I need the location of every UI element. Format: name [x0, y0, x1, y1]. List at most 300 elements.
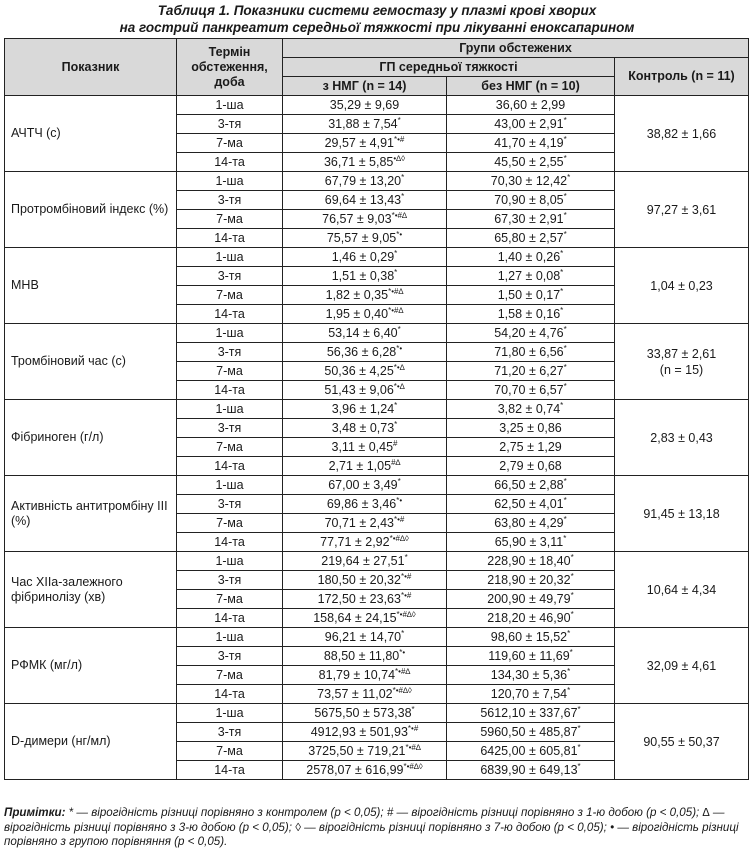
- value-text: 53,14 ± 6,40: [328, 326, 398, 340]
- value-text: 70,90 ± 8,05: [494, 193, 564, 207]
- significance-mark: *•#∆: [388, 305, 404, 315]
- significance-mark: *: [394, 267, 398, 277]
- value-without-nmg: [447, 590, 615, 609]
- table-caption: [0, 0, 754, 38]
- value-without-nmg: [447, 742, 615, 761]
- value-text: 5675,50 ± 573,38: [314, 706, 412, 720]
- value-without-nmg: [447, 400, 615, 419]
- significance-mark: *: [394, 400, 398, 410]
- value-text: 3,11 ± 0,45: [331, 440, 394, 454]
- value-without-nmg: [447, 191, 615, 210]
- control-value-text: 97,27 ± 3,61: [646, 202, 717, 217]
- value-with-nmg: [283, 153, 447, 172]
- significance-mark: *: [570, 552, 574, 562]
- significance-mark: *: [567, 666, 571, 676]
- value-text: 36,71 ± 5,85: [323, 155, 394, 169]
- value-without-nmg: [447, 457, 615, 476]
- table-row: [5, 476, 749, 495]
- value-text: 35,29 ± 9,69: [329, 98, 400, 112]
- value-with-nmg: [283, 476, 447, 495]
- value-text: 50,36 ± 4,25: [324, 364, 394, 378]
- value-text: 41,70 ± 4,19: [494, 136, 564, 150]
- significance-mark: *: [567, 172, 571, 182]
- significance-mark: *: [577, 704, 581, 714]
- control-value: [615, 96, 749, 172]
- table-row: [5, 628, 749, 647]
- value-without-nmg: [447, 343, 615, 362]
- value-text: 119,60 ± 11,69: [488, 649, 570, 663]
- value-text: 3725,50 ± 719,21: [308, 744, 406, 758]
- value-text: 29,57 ± 4,91: [324, 136, 395, 150]
- value-without-nmg: [447, 286, 615, 305]
- value-with-nmg: [283, 552, 447, 571]
- significance-mark: *: [397, 115, 401, 125]
- value-text: 77,71 ± 2,92: [320, 535, 390, 549]
- term-day: 3-тя: [177, 191, 283, 210]
- hemostasis-table: [4, 38, 749, 780]
- value-with-nmg: [283, 267, 447, 286]
- value-text: 69,64 ± 13,43: [324, 193, 402, 207]
- significance-mark: *: [563, 495, 567, 505]
- notes-label: Примітки:: [4, 806, 66, 819]
- value-without-nmg: [447, 571, 615, 590]
- term-day: 3-тя: [177, 419, 283, 438]
- term-day: 1-ша: [177, 172, 283, 191]
- term-day: 14-та: [177, 229, 283, 248]
- value-text: 1,27 ± 0,08: [497, 269, 561, 283]
- significance-mark: *: [401, 628, 405, 638]
- significance-mark: *•#∆◊: [396, 609, 416, 619]
- value-text: 218,90 ± 20,32: [487, 573, 571, 587]
- value-text: 228,90 ± 18,40: [487, 554, 571, 568]
- value-without-nmg: [447, 628, 615, 647]
- significance-mark: *: [394, 419, 398, 429]
- value-text: 67,00 ± 3,49: [328, 478, 398, 492]
- value-with-nmg: [283, 210, 447, 229]
- term-day: 14-та: [177, 533, 283, 552]
- term-day: 7-ма: [177, 286, 283, 305]
- indicator-name: Протромбіновий індекс (%): [5, 172, 177, 248]
- value-text: 1,58 ± 0,16: [497, 307, 561, 321]
- control-note: (n = 15): [659, 362, 704, 377]
- control-value: [615, 400, 749, 476]
- control-value: [615, 628, 749, 704]
- control-value-text: 91,45 ± 13,18: [643, 506, 720, 521]
- value-text: 69,86 ± 3,46: [326, 497, 397, 511]
- term-day: 1-ша: [177, 552, 283, 571]
- control-value: [615, 704, 749, 780]
- significance-mark: *: [411, 704, 415, 714]
- value-text: 36,60 ± 2,99: [495, 98, 566, 112]
- indicator-name: D-димери (нг/мл): [5, 704, 177, 780]
- value-text: 2578,07 ± 616,99: [306, 763, 404, 777]
- value-with-nmg: [283, 628, 447, 647]
- value-text: 2,71 ± 1,05: [328, 459, 392, 473]
- control-value-text: 33,87 ± 2,61: [646, 346, 717, 361]
- table-body: [5, 96, 749, 780]
- table-row: [5, 172, 749, 191]
- value-with-nmg: [283, 343, 447, 362]
- value-without-nmg: [447, 115, 615, 134]
- significance-mark: *: [563, 153, 567, 163]
- value-with-nmg: [283, 419, 447, 438]
- significance-mark: *: [577, 723, 581, 733]
- significance-mark: *: [401, 172, 405, 182]
- value-with-nmg: [283, 742, 447, 761]
- value-text: 1,46 ± 0,29: [331, 250, 395, 264]
- significance-mark: *•#: [394, 514, 405, 524]
- term-day: 1-ша: [177, 400, 283, 419]
- value-text: 45,50 ± 2,55: [494, 155, 564, 169]
- control-value: [615, 552, 749, 628]
- table-row: [5, 324, 749, 343]
- value-text: 70,71 ± 2,43: [324, 516, 395, 530]
- value-text: 70,30 ± 12,42: [490, 174, 568, 188]
- indicator-name: МНВ: [5, 248, 177, 324]
- value-without-nmg: [447, 305, 615, 324]
- value-text: 98,60 ± 15,52: [490, 630, 568, 644]
- value-text: 2,75 ± 1,29: [499, 440, 562, 454]
- significance-mark: *•#∆: [388, 286, 404, 296]
- value-without-nmg: [447, 248, 615, 267]
- significance-mark: *: [560, 400, 564, 410]
- significance-mark: *: [569, 647, 573, 657]
- value-with-nmg: [283, 229, 447, 248]
- value-text: 75,57 ± 9,05: [326, 231, 397, 245]
- value-with-nmg: [283, 571, 447, 590]
- table-row: [5, 704, 749, 723]
- significance-mark: *•: [396, 229, 403, 239]
- significance-mark: *: [577, 761, 581, 771]
- value-text: 66,50 ± 2,88: [494, 478, 564, 492]
- value-text: 3,82 ± 0,74: [497, 402, 561, 416]
- value-without-nmg: [447, 153, 615, 172]
- value-with-nmg: [283, 609, 447, 628]
- significance-mark: *: [563, 134, 567, 144]
- value-without-nmg: [447, 704, 615, 723]
- indicator-name: Активність антитромбіну III (%): [5, 476, 177, 552]
- value-with-nmg: [283, 191, 447, 210]
- table-notes: [4, 806, 748, 850]
- value-with-nmg: [283, 305, 447, 324]
- value-text: 158,64 ± 24,15: [313, 611, 397, 625]
- significance-mark: *: [567, 628, 571, 638]
- notes-text: * — вірогідність різниці порівняно з контролем (р < 0,05); # — вірогідність різниці порівняно з 1-ю добою (р < 0,05); ∆ — вірогідність різниці порівняно з 3-ю добою (р < 0,05); ◊ — вірогідність різниці порівняно з 7-ю добою (р < 0,05); • — вірогідність різниці порівняно з групою порівняння (р < 0,05).: [4, 806, 739, 848]
- control-value: [615, 172, 749, 248]
- value-with-nmg: [283, 96, 447, 115]
- value-text: 6425,00 ± 605,81: [480, 744, 578, 758]
- control-value-text: 32,09 ± 4,61: [646, 658, 717, 673]
- value-without-nmg: [447, 514, 615, 533]
- term-day: 3-тя: [177, 647, 283, 666]
- value-with-nmg: [283, 590, 447, 609]
- significance-mark: *: [401, 191, 405, 201]
- value-without-nmg: [447, 666, 615, 685]
- control-value-text: 1,04 ± 0,23: [650, 278, 713, 293]
- value-with-nmg: [283, 381, 447, 400]
- value-with-nmg: [283, 400, 447, 419]
- significance-mark: *: [563, 381, 567, 391]
- significance-mark: *: [560, 286, 564, 296]
- value-text: 1,50 ± 0,17: [497, 288, 561, 302]
- significance-mark: *•∆: [393, 381, 405, 391]
- significance-mark: *: [570, 571, 574, 581]
- term-day: 14-та: [177, 305, 283, 324]
- value-text: 218,20 ± 46,90: [487, 611, 571, 625]
- value-text: 1,40 ± 0,26: [497, 250, 561, 264]
- significance-mark: *: [567, 685, 571, 695]
- value-text: 62,50 ± 4,01: [494, 497, 564, 511]
- term-day: 1-ша: [177, 628, 283, 647]
- significance-mark: *: [397, 476, 401, 486]
- term-day: 3-тя: [177, 571, 283, 590]
- table-header: [5, 39, 749, 96]
- value-text: 120,70 ± 7,54: [490, 687, 568, 701]
- value-without-nmg: [447, 533, 615, 552]
- significance-mark: *•: [396, 343, 403, 353]
- value-without-nmg: [447, 647, 615, 666]
- value-with-nmg: [283, 362, 447, 381]
- value-text: 96,21 ± 14,70: [324, 630, 402, 644]
- term-day: 3-тя: [177, 343, 283, 362]
- value-with-nmg: [283, 172, 447, 191]
- term-day: 1-ша: [177, 96, 283, 115]
- significance-mark: #: [393, 438, 398, 448]
- value-without-nmg: [447, 229, 615, 248]
- indicator-name: АЧТЧ (с): [5, 96, 177, 172]
- value-text: 71,20 ± 6,27: [494, 364, 564, 378]
- term-day: 7-ма: [177, 134, 283, 153]
- term-day: 7-ма: [177, 666, 283, 685]
- control-value-text: 38,82 ± 1,66: [646, 126, 717, 141]
- value-without-nmg: [447, 381, 615, 400]
- value-text: 1,51 ± 0,38: [331, 269, 395, 283]
- value-without-nmg: [447, 552, 615, 571]
- significance-mark: *: [563, 191, 567, 201]
- table-row: [5, 400, 749, 419]
- value-with-nmg: [283, 324, 447, 343]
- value-text: 76,57 ± 9,03: [322, 212, 392, 226]
- significance-mark: •∆◊: [393, 153, 406, 163]
- value-without-nmg: [447, 210, 615, 229]
- significance-mark: *•#∆◊: [389, 533, 409, 543]
- significance-mark: *•#∆: [395, 666, 411, 676]
- value-text: 73,57 ± 11,02: [317, 687, 393, 701]
- term-day: 1-ша: [177, 704, 283, 723]
- value-text: 65,80 ± 2,57: [494, 231, 564, 245]
- value-text: 65,90 ± 3,11: [494, 535, 564, 549]
- term-day: 7-ма: [177, 742, 283, 761]
- value-text: 43,00 ± 2,91: [494, 117, 564, 131]
- value-with-nmg: [283, 457, 447, 476]
- significance-mark: *•: [399, 647, 406, 657]
- term-day: 3-тя: [177, 115, 283, 134]
- value-text: 5960,50 ± 485,87: [480, 725, 578, 739]
- significance-mark: #∆: [391, 457, 401, 467]
- value-text: 88,50 ± 11,80: [323, 649, 400, 663]
- significance-mark: *: [560, 248, 564, 258]
- value-with-nmg: [283, 286, 447, 305]
- significance-mark: *: [563, 324, 567, 334]
- value-text: 5612,10 ± 337,67: [480, 706, 578, 720]
- term-day: 14-та: [177, 457, 283, 476]
- value-text: 31,88 ± 7,54: [328, 117, 398, 131]
- indicator-name: РФМК (мг/л): [5, 628, 177, 704]
- value-without-nmg: [447, 419, 615, 438]
- term-day: 14-та: [177, 153, 283, 172]
- value-text: 6839,90 ± 649,13: [480, 763, 578, 777]
- value-with-nmg: [283, 533, 447, 552]
- value-text: 51,43 ± 9,06: [324, 383, 394, 397]
- value-text: 4912,93 ± 501,93: [310, 725, 408, 739]
- term-day: 14-та: [177, 609, 283, 628]
- control-value-text: 10,64 ± 4,34: [646, 582, 717, 597]
- value-text: 81,79 ± 10,74: [318, 668, 396, 682]
- value-text: 200,90 ± 49,79: [487, 592, 571, 606]
- value-without-nmg: [447, 476, 615, 495]
- value-with-nmg: [283, 647, 447, 666]
- value-text: 1,82 ± 0,35: [325, 288, 389, 302]
- value-with-nmg: [283, 685, 447, 704]
- control-value-text: 2,83 ± 0,43: [650, 430, 713, 445]
- indicator-name: Тромбіновий час (с): [5, 324, 177, 400]
- term-day: 14-та: [177, 761, 283, 780]
- value-text: 180,50 ± 20,32: [317, 573, 401, 587]
- header-control: Контроль (n = 11): [615, 58, 749, 96]
- value-without-nmg: [447, 609, 615, 628]
- value-without-nmg: [447, 267, 615, 286]
- value-without-nmg: [447, 761, 615, 780]
- significance-mark: *: [563, 476, 567, 486]
- value-without-nmg: [447, 96, 615, 115]
- value-text: 2,79 ± 0,68: [499, 459, 562, 473]
- term-day: 1-ша: [177, 324, 283, 343]
- value-without-nmg: [447, 685, 615, 704]
- value-with-nmg: [283, 723, 447, 742]
- term-day: 3-тя: [177, 723, 283, 742]
- significance-mark: *: [563, 210, 567, 220]
- header-gp: ГП середньої тяжкості: [283, 58, 615, 77]
- term-day: 3-тя: [177, 495, 283, 514]
- term-day: 7-ма: [177, 514, 283, 533]
- value-text: 54,20 ± 4,76: [494, 326, 564, 340]
- value-text: 70,70 ± 6,57: [494, 383, 564, 397]
- header-with-nmg: з НМГ (n = 14): [283, 77, 447, 96]
- significance-mark: *: [404, 552, 408, 562]
- significance-mark: *: [570, 590, 574, 600]
- value-with-nmg: [283, 704, 447, 723]
- significance-mark: *: [563, 514, 567, 524]
- significance-mark: *•∆: [393, 362, 405, 372]
- value-text: 3,48 ± 0,73: [331, 421, 395, 435]
- significance-mark: *•#: [400, 571, 412, 581]
- value-with-nmg: [283, 438, 447, 457]
- header-groups: Групи обстежених: [283, 39, 749, 58]
- significance-mark: *: [577, 742, 581, 752]
- significance-mark: *: [563, 229, 567, 239]
- significance-mark: *•#∆◊: [392, 685, 412, 695]
- significance-mark: *•#: [407, 723, 419, 733]
- term-day: 14-та: [177, 381, 283, 400]
- term-day: 7-ма: [177, 362, 283, 381]
- value-text: 3,25 ± 0,86: [499, 421, 562, 435]
- value-text: 67,79 ± 13,20: [324, 174, 402, 188]
- value-text: 63,80 ± 4,29: [494, 516, 564, 530]
- value-text: 172,50 ± 23,63: [317, 592, 401, 606]
- indicator-name: Час XIIa-залежного фібринолізу (хв): [5, 552, 177, 628]
- value-text: 134,30 ± 5,36: [490, 668, 568, 682]
- significance-mark: *•#∆◊: [403, 761, 423, 771]
- caption-line-2: на гострий панкреатит середньої тяжкості при лікуванні еноксапарином: [119, 20, 635, 35]
- significance-mark: *•#∆: [405, 742, 421, 752]
- value-with-nmg: [283, 134, 447, 153]
- value-with-nmg: [283, 761, 447, 780]
- value-text: 3,96 ± 1,24: [331, 402, 395, 416]
- control-value: [615, 248, 749, 324]
- significance-mark: *: [563, 343, 567, 353]
- significance-mark: *•#: [400, 590, 412, 600]
- value-without-nmg: [447, 438, 615, 457]
- value-text: 67,30 ± 2,91: [494, 212, 564, 226]
- control-value: [615, 476, 749, 552]
- value-text: 71,80 ± 6,56: [494, 345, 564, 359]
- significance-mark: *: [394, 248, 398, 258]
- significance-mark: *: [570, 609, 574, 619]
- term-day: 7-ма: [177, 590, 283, 609]
- significance-mark: *: [397, 324, 401, 334]
- term-day: 7-ма: [177, 438, 283, 457]
- value-without-nmg: [447, 362, 615, 381]
- value-text: 219,64 ± 27,51: [321, 554, 405, 568]
- value-text: 56,36 ± 6,28: [326, 345, 397, 359]
- term-day: 3-тя: [177, 267, 283, 286]
- value-without-nmg: [447, 723, 615, 742]
- significance-mark: *: [563, 533, 567, 543]
- value-with-nmg: [283, 495, 447, 514]
- value-text: 1,95 ± 0,40: [325, 307, 389, 321]
- significance-mark: *: [563, 362, 567, 372]
- indicator-name: Фібриноген (г/л): [5, 400, 177, 476]
- header-term: Термін обстеження, доба: [177, 39, 283, 96]
- significance-mark: *•#∆: [391, 210, 407, 220]
- significance-mark: *: [560, 305, 564, 315]
- header-without-nmg: без НМГ (n = 10): [447, 77, 615, 96]
- control-value: [615, 324, 749, 400]
- value-with-nmg: [283, 666, 447, 685]
- value-without-nmg: [447, 134, 615, 153]
- term-day: 14-та: [177, 685, 283, 704]
- table-row: [5, 248, 749, 267]
- table-row: [5, 552, 749, 571]
- term-day: 1-ша: [177, 476, 283, 495]
- value-with-nmg: [283, 514, 447, 533]
- value-with-nmg: [283, 115, 447, 134]
- significance-mark: *: [563, 115, 567, 125]
- control-value-text: 90,55 ± 50,37: [643, 734, 720, 749]
- caption-line-1: Таблиця 1. Показники системи гемостазу у плазмі крові хворих: [157, 3, 597, 18]
- term-day: 7-ма: [177, 210, 283, 229]
- table-row: [5, 96, 749, 115]
- value-without-nmg: [447, 172, 615, 191]
- value-without-nmg: [447, 495, 615, 514]
- header-indicator: Показник: [5, 39, 177, 96]
- significance-mark: *•#: [394, 134, 405, 144]
- value-without-nmg: [447, 324, 615, 343]
- term-day: 1-ша: [177, 248, 283, 267]
- significance-mark: *: [560, 267, 564, 277]
- significance-mark: *•: [396, 495, 403, 505]
- value-with-nmg: [283, 248, 447, 267]
